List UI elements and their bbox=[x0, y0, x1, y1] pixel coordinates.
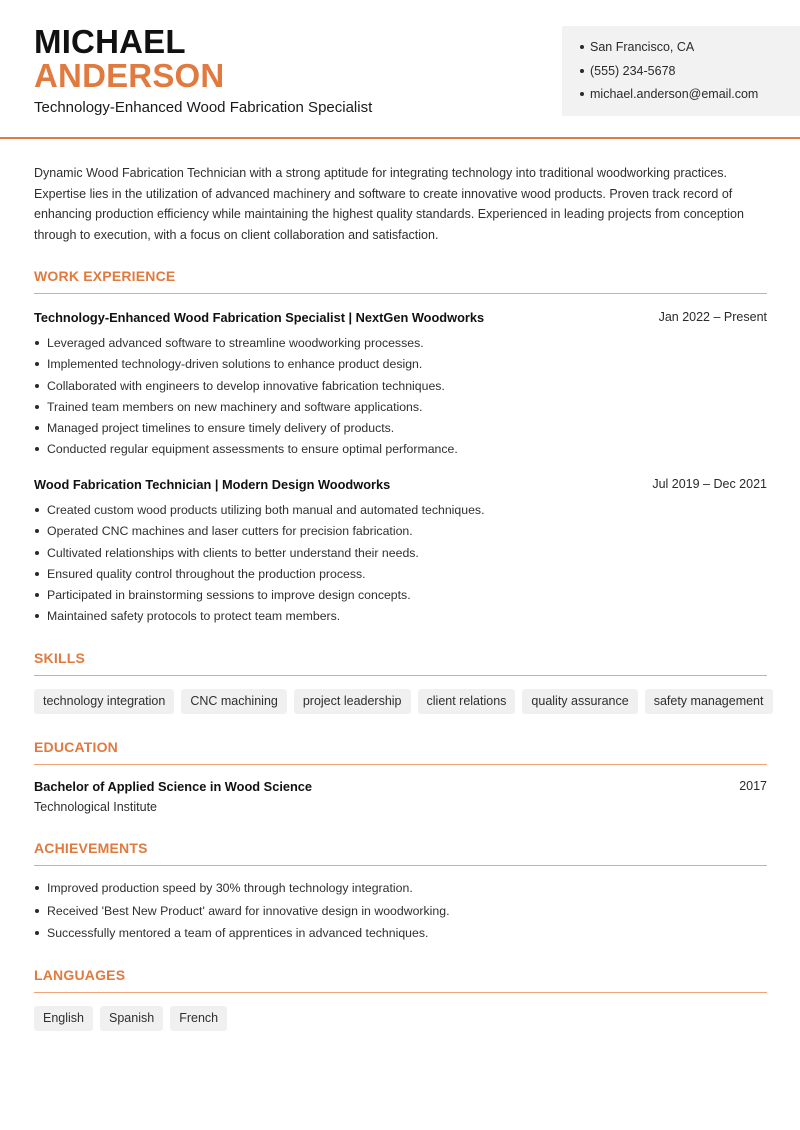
list-item: Conducted regular equipment assessments to ensure optimal performance. bbox=[34, 440, 767, 461]
language-tag: French bbox=[170, 1006, 227, 1031]
job-role: Wood Fabrication Technician | Modern Design Woodworks bbox=[34, 477, 391, 492]
job-header bbox=[34, 477, 767, 492]
education-degree: Bachelor of Applied Science in Wood Science bbox=[34, 779, 313, 794]
last-name: ANDERSON bbox=[34, 57, 225, 94]
skills-tags bbox=[34, 689, 774, 714]
list-item: Created custom wood products utilizing both manual and automated techniques. bbox=[34, 501, 767, 522]
skill-tag: client relations bbox=[418, 689, 516, 714]
skill-tag: project leadership bbox=[294, 689, 411, 714]
skill-tag: CNC machining bbox=[181, 689, 287, 714]
education-header bbox=[34, 779, 767, 794]
list-item: Trained team members on new machinery and software applications. bbox=[34, 398, 767, 419]
contact-email: michael.anderson@email.com bbox=[580, 85, 800, 109]
job-role: Technology-Enhanced Wood Fabrication Specialist | NextGen Woodworks bbox=[34, 310, 485, 325]
job-bullets bbox=[34, 334, 767, 462]
education-school: Technological Institute bbox=[34, 800, 157, 814]
list-item: Ensured quality control throughout the production process. bbox=[34, 565, 767, 586]
language-tag: English bbox=[34, 1006, 93, 1031]
resume-header bbox=[0, 0, 800, 139]
education-year: 2017 bbox=[739, 779, 767, 793]
skill-tag: safety management bbox=[645, 689, 773, 714]
skill-tag: quality assurance bbox=[522, 689, 637, 714]
achievements-list bbox=[34, 879, 767, 947]
list-item: Participated in brainstorming sessions to improve design concepts. bbox=[34, 586, 767, 607]
language-tag: Spanish bbox=[100, 1006, 163, 1031]
languages-tags bbox=[34, 1006, 774, 1031]
section-title-work: WORK EXPERIENCE bbox=[34, 268, 767, 294]
contact-location: San Francisco, CA bbox=[580, 38, 800, 62]
contact-box bbox=[562, 26, 800, 116]
job-header bbox=[34, 310, 767, 325]
list-item: Collaborated with engineers to develop innovative fabrication techniques. bbox=[34, 377, 767, 398]
list-item: Managed project timelines to ensure timely delivery of products. bbox=[34, 419, 767, 440]
contact-list bbox=[562, 26, 800, 109]
skill-tag: technology integration bbox=[34, 689, 174, 714]
section-title-languages: LANGUAGES bbox=[34, 967, 767, 993]
list-item: Received 'Best New Product' award for innovative design in woodworking. bbox=[34, 902, 767, 925]
list-item: Maintained safety protocols to protect team members. bbox=[34, 607, 767, 628]
section-title-achievements: ACHIEVEMENTS bbox=[34, 840, 767, 866]
list-item: Improved production speed by 30% through technology integration. bbox=[34, 879, 767, 902]
contact-phone: (555) 234-5678 bbox=[580, 62, 800, 86]
job-bullets bbox=[34, 501, 767, 629]
list-item: Cultivated relationships with clients to better understand their needs. bbox=[34, 544, 767, 565]
list-item: Leveraged advanced software to streamline woodworking processes. bbox=[34, 334, 767, 355]
list-item: Implemented technology-driven solutions to enhance product design. bbox=[34, 355, 767, 376]
section-title-skills: SKILLS bbox=[34, 650, 767, 676]
first-name: MICHAEL bbox=[34, 23, 186, 60]
list-item: Successfully mentored a team of apprentices in advanced techniques. bbox=[34, 924, 767, 947]
section-title-education: EDUCATION bbox=[34, 739, 767, 765]
summary: Dynamic Wood Fabrication Technician with a strong aptitude for integrating technology into traditional woodworking practices. Expertise lies in the utilization of advanced machinery and software to create innovative wood products. Proven track record of enhancing production efficiency while maintaining the highest quality standards. Experienced in leading projects from conception through to execution, with a focus on client collaboration and satisfaction. bbox=[34, 166, 744, 243]
job-dates: Jul 2019 – Dec 2021 bbox=[652, 477, 767, 491]
job-title: Technology-Enhanced Wood Fabrication Specialist bbox=[34, 99, 373, 116]
list-item: Operated CNC machines and laser cutters for precision fabrication. bbox=[34, 522, 767, 543]
job-dates: Jan 2022 – Present bbox=[658, 310, 767, 324]
